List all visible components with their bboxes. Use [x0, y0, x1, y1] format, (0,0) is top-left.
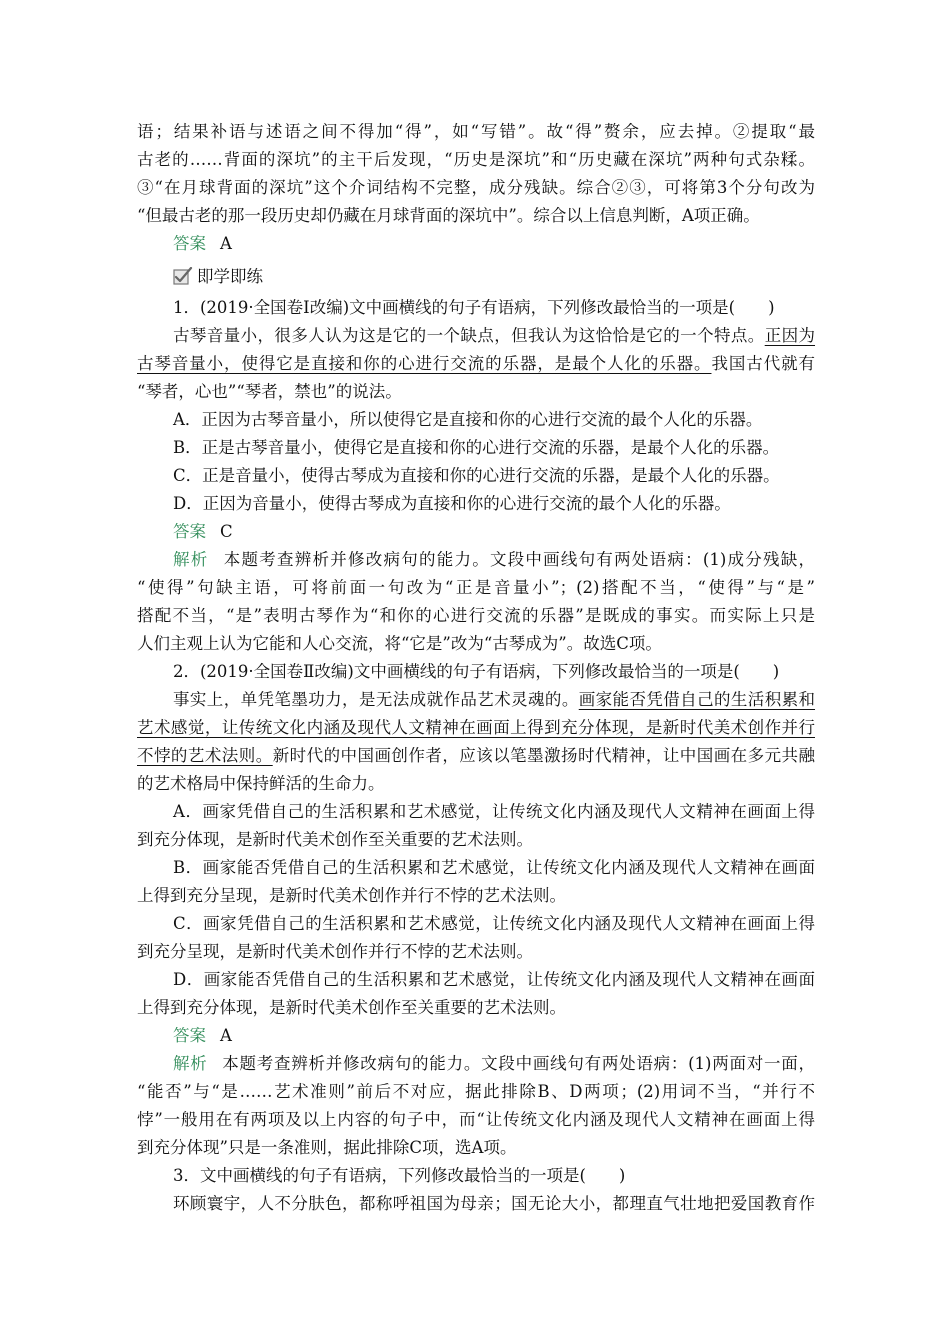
q1-option-c: C．正是音量小，使得古琴成为直接和你的心进行交流的乐器，是最个人化的乐器。	[173, 466, 780, 485]
answer-value: C	[220, 522, 233, 541]
q2-option-d-line-1: D．画家能否凭借自己的生活积累和艺术感觉，让传统文化内涵及现代人文精神在画面	[173, 970, 815, 989]
answer-label: 答案	[173, 1026, 206, 1045]
q2-passage-line-2	[137, 714, 815, 741]
q1-passage-line-3: “琴者，心也”“琴者，禁也”的说法。	[137, 382, 402, 401]
q3-passage-line-1: 环顾寰宇，人不分肤色，都称呼祖国为母亲；国无论大小，都理直气壮地把爱国教育作	[173, 1194, 815, 1213]
q2-underlined-text: 画家能否凭借自己的生活积累和	[578, 690, 816, 709]
section-title: 即学即练	[197, 267, 263, 286]
q2-stem: 2．(2019·全国卷Ⅱ改编)文中画横线的句子有语病，下列修改最恰当的一项是( )	[173, 662, 780, 681]
answer-value: A	[220, 1026, 232, 1045]
q1-option-b: B．正是古琴音量小，使得它是直接和你的心进行交流的乐器，是最个人化的乐器。	[173, 438, 780, 457]
intro-line-2: 古老的……背面的深坑”的主干后发现，“历史是深坑”和“历史藏在深坑”两种句式杂糅。	[137, 150, 815, 169]
q2-analysis-line-1	[173, 1050, 815, 1077]
q2-answer	[173, 1022, 815, 1049]
q1-answer	[173, 518, 815, 545]
q2-underlined-text: 不悖的艺术法则。	[137, 746, 273, 765]
q2-analysis-line-4: 到充分体现”只是一条准则，据此排除C项，选A项。	[137, 1138, 517, 1157]
check-box-icon	[173, 267, 193, 285]
q2-option-c-line-2: 到充分呈现，是新时代美术创作并行不悖的艺术法则。	[137, 942, 533, 961]
intro-line-3: ③“在月球背面的深坑”这个介词结构不完整，成分残缺。综合②③，可将第3个分句改为	[137, 178, 815, 197]
answer-value: A	[220, 234, 232, 253]
q2-option-a-line-2: 到充分体现，是新时代美术创作至关重要的艺术法则。	[137, 830, 533, 849]
q2-analysis-text: 本题考查辨析并修改病句的能力。文段中画线句有两处语病：(1)两面对一面，	[221, 1054, 816, 1073]
q1-option-d: D．正因为音量小，使得古琴成为直接和你的心进行交流的最个人化的乐器。	[173, 494, 731, 513]
q1-underlined-text: 正因为	[764, 326, 816, 345]
intro-line-4: “但最古老的那一段历史却仍藏在月球背面的深坑中”。综合以上信息判断，A项正确。	[137, 206, 760, 225]
q2-option-b-line-1: B．画家能否凭借自己的生活积累和艺术感觉，让传统文化内涵及现代人文精神在画面	[173, 858, 815, 877]
q2-option-b-line-2: 上得到充分呈现，是新时代美术创作并行不悖的艺术法则。	[137, 886, 566, 905]
q2-passage-line-1	[173, 686, 815, 713]
section-header	[173, 263, 851, 290]
q2-option-d-line-2: 上得到充分体现，是新时代美术创作至关重要的艺术法则。	[137, 998, 566, 1017]
answer-label: 答案	[173, 522, 206, 541]
q2-passage-line-3	[137, 742, 815, 769]
intro-answer	[173, 230, 815, 257]
q3-stem: 3．文中画横线的句子有语病，下列修改最恰当的一项是( )	[173, 1166, 626, 1185]
q2-option-c-line-1: C．画家凭借自己的生活积累和艺术感觉，让传统文化内涵及现代人文精神在画面上得	[173, 914, 815, 933]
q1-passage-line-1	[173, 322, 815, 349]
q1-passage-line-2	[137, 350, 815, 377]
q2-passage-text: 新时代的中国画创作者，应该以笔墨激扬时代精神，让中国画在多元共融	[272, 746, 816, 765]
q2-passage-line-4: 的艺术格局中保持鲜活的生命力。	[137, 774, 385, 793]
q2-option-a-line-1: A．画家凭借自己的生活积累和艺术感觉，让传统文化内涵及现代人文精神在画面上得	[173, 802, 815, 821]
q1-analysis-line-1	[173, 546, 815, 573]
q1-stem: 1．(2019·全国卷Ⅰ改编)文中画横线的句子有语病，下列修改最恰当的一项是( )	[173, 298, 775, 317]
intro-line-1: 语；结果补语与述语之间不得加“得”，如“写错”。故“得”赘余，应去掉。②提取“最	[137, 122, 815, 141]
q2-passage-text: 事实上，单凭笔墨功力，是无法成就作品艺术灵魂的。	[173, 690, 579, 709]
analysis-label: 解析	[173, 550, 209, 569]
q2-underlined-text: 艺术感觉，让传统文化内涵及现代人文精神在画面上得到充分体现，是新时代美术创作并行	[137, 718, 815, 737]
q1-option-a: A．正因为古琴音量小，所以使得它是直接和你的心进行交流的最个人化的乐器。	[173, 410, 763, 429]
q1-underlined-text: 古琴音量小，使得它是直接和你的心进行交流的乐器，是最个人化的乐器。	[137, 354, 712, 373]
q1-passage-text: 古琴音量小，很多人认为这是它的一个缺点，但我认为这恰恰是它的一个特点。	[173, 326, 765, 345]
q2-analysis-line-3: 悖”一般用在有两项及以上内容的句子中，而“让传统文化内涵及现代人文精神在画面上得	[137, 1110, 815, 1129]
q2-analysis-line-2: “能否”与“是……艺术准则”前后不对应，据此排除B、D两项；(2)用词不当，“并行不	[137, 1082, 815, 1101]
analysis-label: 解析	[173, 1054, 208, 1073]
q1-analysis-line-3: 搭配不当，“是”表明古琴作为“和你的心进行交流的乐器”是既成的事实。而实际上只是	[137, 606, 815, 625]
q1-analysis-text: 本题考查辨析并修改病句的能力。文段中画线句有两处语病：(1)成分残缺，	[222, 550, 816, 569]
q1-analysis-line-2: “使得”句缺主语，可将前面一句改为“正是音量小”；(2)搭配不当，“使得”与“是”	[137, 578, 815, 597]
answer-label: 答案	[173, 234, 206, 253]
q1-analysis-line-4: 人们主观上认为它能和人心交流，将“它是”改为“古琴成为”。故选C项。	[137, 634, 662, 653]
q1-passage-text: 我国古代就有	[711, 354, 816, 373]
